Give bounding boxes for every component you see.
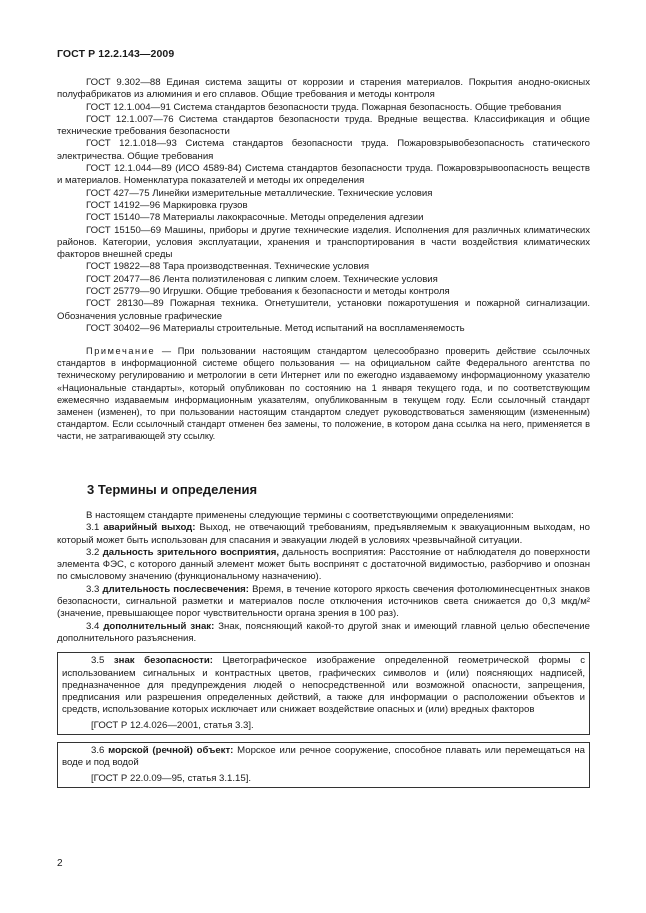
term-definition: Время, в течение которого яркость свечения фотолюминесцентных знаков безопасности, сигнальной разметки и материалов после отключения источников света снижается до 0,3 мкд/м² (значение, превышающее порог чувствительности органа зрения в 100 раз). xyxy=(57,583,590,620)
reference-item: ГОСТ 12.1.044—89 (ИСО 4589-84) Система стандартов безопасности труда. Пожаровзрывоопасность веществ и материалов. Номенклатура показателей и методы их определения xyxy=(57,163,590,187)
term-entry xyxy=(57,621,590,646)
term-number: 3.6 xyxy=(91,745,109,757)
term-entry xyxy=(62,745,585,770)
term-number: 3.5 xyxy=(91,655,114,667)
boxed-term xyxy=(57,742,590,788)
reference-item: ГОСТ 12.1.018—93 Система стандартов безопасности труда. Пожаровзрывобезопасность статического электричества. Общие требования xyxy=(57,138,590,162)
term-definition: Выход, не отвечающий требованиям, предъявляемым к эвакуационным выходам, но который может быть использован для спасания и эвакуации людей в условиях чрезвычайной ситуации. xyxy=(57,522,590,546)
term-entry xyxy=(57,584,590,621)
reference-item: ГОСТ 19822—88 Тара производственная. Технические условия xyxy=(86,261,370,273)
term-name: морской (речной) объект: xyxy=(108,745,234,757)
reference-item: ГОСТ 12.1.004—91 Система стандартов безопасности труда. Пожарная безопасность. Общие требования xyxy=(86,101,562,113)
term-number: 3.1 xyxy=(86,522,104,534)
reference-item: ГОСТ 15150—69 Машины, приборы и другие технические изделия. Исполнения для различных климатических районов. Категории, условия эксплуатации, хранения и транспортирования в части воздействия климатических факторов внешней среды xyxy=(57,224,590,261)
note-text: — При пользовании настоящим стандартом целесообразно проверить действие ссылочных стандартов в информационной системе общего пользования — на официальном сайте Федерального агентства по техническому регулированию и метрологии в сети Интернет или по ежегодно издаваемому информационному указателю «Национальные стандарты», который опубликован по состоянию на 1 января текущего года, и по соответствующим ежемесячно издаваемым информационным указателям, опубликованным в текущем году. Если ссылочный стандарт заменен (изменен), то при пользовании настоящим стандартом следует руководствоваться заменяющим (измененным) стандартом. Если ссылочный стандарт отменен без замены, то положение, в котором дана ссылка на него, применяется в части, не затрагивающей эту ссылку. xyxy=(57,346,590,441)
term-definition: Морское или речное сооружение, способное плавать или перемещаться на воде и под водой xyxy=(62,745,585,769)
term-name: дальность зрительного восприятия, xyxy=(102,546,280,558)
reference-item: ГОСТ 9.302—88 Единая система защиты от коррозии и старения материалов. Покрытия анодно-окисных полуфабрикатов из алюминия и его сплавов. Общие требования и методы контроля xyxy=(57,77,590,101)
term-source: [ГОСТ Р 12.4.026—2001, статья 3.3]. xyxy=(91,719,254,731)
reference-item: ГОСТ 12.1.007—76 Система стандартов безопасности труда. Вредные вещества. Классификация и общие технические требования безопасности xyxy=(57,113,590,138)
reference-item: ГОСТ 14192—96 Маркировка грузов xyxy=(86,199,248,211)
term-number: 3.2 xyxy=(86,546,103,558)
reference-item: ГОСТ 30402—96 Материалы строительные. Метод испытаний на воспламеняемость xyxy=(86,322,465,334)
normative-references xyxy=(57,77,590,451)
term-definition: дальность восприятия: Расстояние от наблюдателя до поверхности элемента ФЭС, с которого данный элемент может быть воспринят с достаточной видимостью, разборчиво и опознан по смысловому значению (функциональному назначению). xyxy=(57,546,590,583)
term-source: [ГОСТ Р 22.0.09—95, статья 3.1.15]. xyxy=(91,772,252,784)
term-name: длительность послесвечения: xyxy=(102,583,249,595)
document-header: ГОСТ Р 12.2.143—2009 xyxy=(57,48,175,60)
reference-item: ГОСТ 25779—90 Игрушки. Общие требования к безопасности и методы контроля xyxy=(86,286,450,298)
terms-section xyxy=(57,510,590,788)
reference-note xyxy=(57,345,590,442)
term-name: знак безопасности: xyxy=(113,655,213,667)
note-label: Примечание xyxy=(86,346,156,357)
term-definition: Знак, поясняющий какой-то другой знак и имеющий главной целью обеспечение дополнительного разъяснения. xyxy=(57,620,590,644)
section-intro: В настоящем стандарте применены следующие термины с соответствующими определениями: xyxy=(86,510,514,521)
term-name: аварийный выход: xyxy=(103,522,196,534)
reference-item: ГОСТ 20477—86 Лента полиэтиленовая с липким слоем. Технические условия xyxy=(86,273,438,285)
reference-item: ГОСТ 427—75 Линейки измерительные металлические. Технические условия xyxy=(86,187,433,199)
term-name: дополнительный знак: xyxy=(103,620,215,632)
term-number: 3.3 xyxy=(86,583,103,595)
reference-item: ГОСТ 28130—89 Пожарная техника. Огнетушители, установки пожаротушения и пожарной сигнализации. Обозначения условные графические xyxy=(57,298,590,322)
reference-item: ГОСТ 15140—78 Материалы лакокрасочные. Методы определения адгезии xyxy=(86,212,424,224)
section-title: 3 Термины и определения xyxy=(87,482,258,497)
term-number: 3.4 xyxy=(86,620,104,632)
term-entry xyxy=(57,547,590,584)
page-number: 2 xyxy=(57,858,63,869)
term-definition: Цветографическое изображение определенной геометрической формы с использованием сигнальных и контрастных цветов, графических символов и (или) поясняющих надписей, предназначенное для предупреждения людей о непосредственной или возможной опасности, запрещения, предписания или разрешения определенных действий, а также для информации о расположении объектов и средств, использование которых исключает или снижает воздействие опасных и (или) вредных факторов xyxy=(62,655,585,716)
term-entry xyxy=(57,522,590,547)
term-entry xyxy=(62,655,585,716)
boxed-term xyxy=(57,652,590,735)
